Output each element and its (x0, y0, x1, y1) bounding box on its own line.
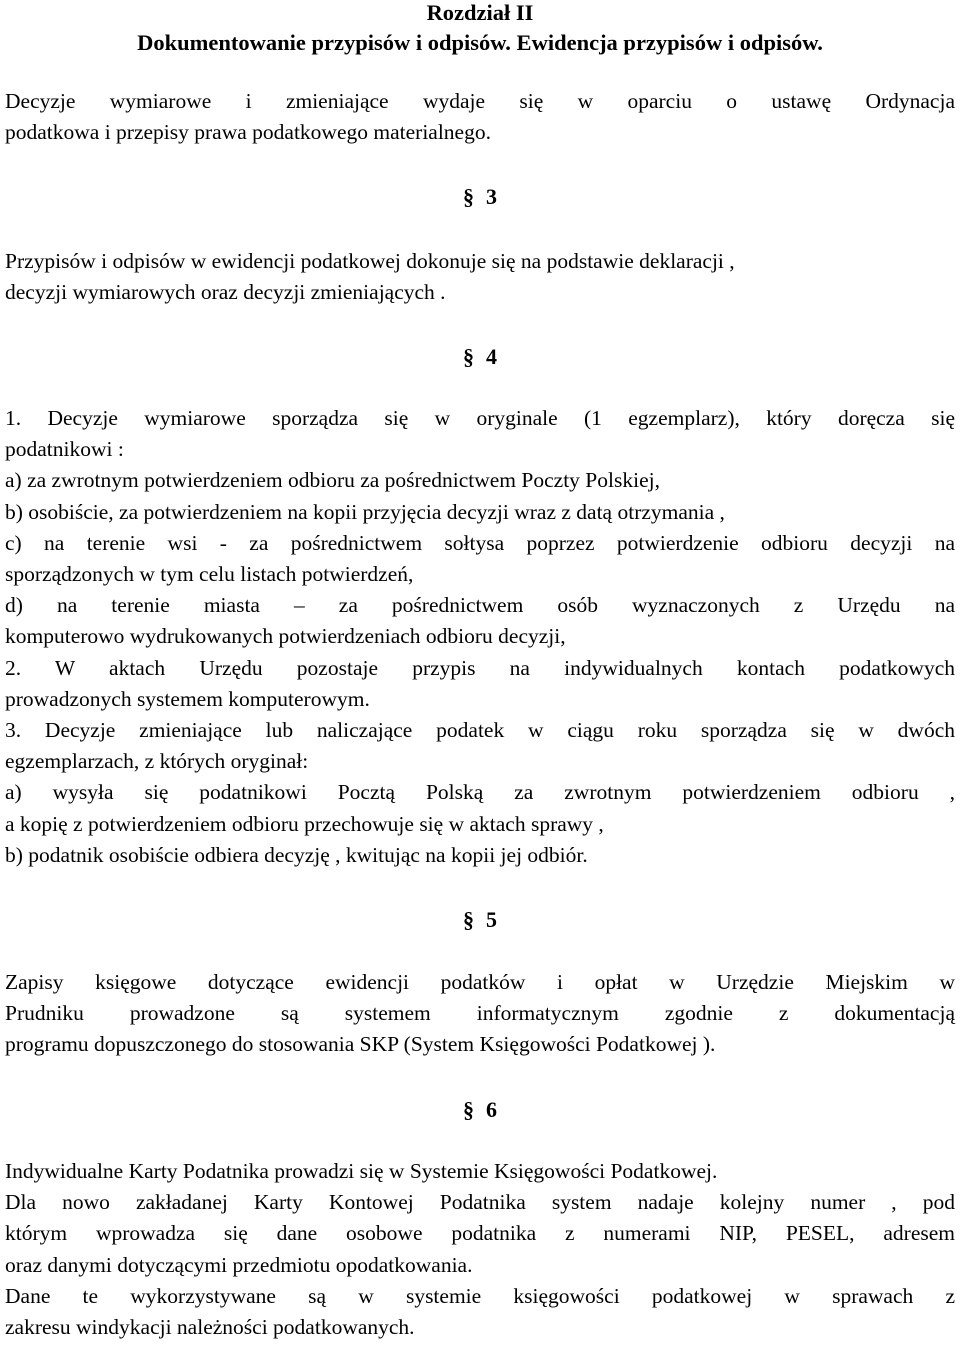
s4-line-6: sporządzonych w tym celu listach potwierdzeń, (5, 562, 414, 587)
s6-line-1: Indywidualne Karty Podatnika prowadzi się w Systemie Księgowości Podatkowej. (5, 1159, 718, 1183)
s3-line-2: decyzji wymiarowych oraz decyzji zmieniających . (5, 280, 446, 305)
section-number: 5 (486, 907, 497, 932)
intro-paragraph (5, 86, 955, 148)
s4-line-7: d) na terenie miasta – za pośrednictwem osób wyznaczonych z Urzędu na (5, 593, 955, 618)
s6-line-5: Dane te wykorzystywane są w systemie księgowości podatkowej w sprawach z (5, 1283, 955, 1308)
s4-line-10: prowadzonych systemem komputerowym. (5, 686, 370, 711)
chapter-title-text: Dokumentowanie przypisów i odpisów. Ewidencja przypisów i odpisów. (137, 30, 823, 55)
section-6-heading (5, 1094, 955, 1125)
s4-line-14: a kopię z potwierdzeniem odbioru przechowuje się w aktach sprawy , (5, 811, 604, 836)
chapter-heading (5, 0, 955, 28)
s6-line-2: Dla nowo zakładanej Karty Kontowej Podatnika system nadaje kolejny numer , pod (5, 1190, 955, 1215)
s4-line-9: 2. W aktach Urzędu pozostaje przypis na indywidualnych kontach podatkowych (5, 655, 955, 680)
section-number: 6 (486, 1097, 497, 1122)
section-4-body (5, 403, 955, 871)
s5-line-1: Zapisy księgowe dotyczące ewidencji podatków i opłat w Urzędzie Miejskim w (5, 970, 955, 994)
section-3-body (5, 246, 955, 308)
s4-line-11: 3. Decyzje zmieniające lub naliczające podatek w ciągu roku sporządza się w dwóch (5, 718, 955, 743)
s4-line-3: a) za zwrotnym potwierdzeniem odbioru za pośrednictwem Poczty Polskiej, (5, 468, 660, 493)
section-5-heading (5, 904, 955, 935)
s4-line-1: 1. Decyzje wymiarowe sporządza się w oryginale (1 egzemplarz), który doręcza się (5, 406, 955, 430)
section-4-heading (5, 341, 955, 372)
s4-line-4: b) osobiście, za potwierdzeniem na kopii przyjęcia decyzji wraz z datą otrzymania , (5, 499, 725, 524)
section-number: 3 (486, 184, 497, 209)
s4-line-2: podatnikowi : (5, 437, 124, 462)
s5-line-3: programu dopuszczonego do stosowania SKP (System Księgowości Podatkowej ). (5, 1032, 716, 1057)
s3-line-1: Przypisów i odpisów w ewidencji podatkowej dokonuje się na podstawie deklaracji , (5, 249, 735, 273)
section-number: 4 (486, 344, 497, 369)
s6-line-3: którym wprowadza się dane osobowe podatnika z numerami NIP, PESEL, adresem (5, 1221, 955, 1246)
paragraph-sign-icon: § (463, 184, 474, 209)
s6-line-4: oraz danymi dotyczącymi przedmiotu opodatkowania. (5, 1252, 473, 1277)
s4-line-12: egzemplarzach, z których oryginał: (5, 749, 309, 774)
s4-line-15: b) podatnik osobiście odbiera decyzję , kwitując na kopii jej odbiór. (5, 842, 588, 867)
s6-line-6: zakresu windykacji należności podatkowanych. (5, 1315, 415, 1340)
intro-line-1: Decyzje wymiarowe i zmieniające wydaje się w oparciu o ustawę Ordynacja (5, 89, 955, 113)
paragraph-sign-icon: § (463, 1097, 474, 1122)
s5-line-2: Prudniku prowadzone są systemem informatycznym zgodnie z dokumentacją (5, 1001, 955, 1026)
chapter-title (5, 28, 955, 58)
s4-line-5: c) na terenie wsi - za pośrednictwem sołtysa poprzez potwierdzenie odbioru decyzji na (5, 530, 955, 555)
s4-line-13: a) wysyła się podatnikowi Pocztą Polską za zwrotnym potwierdzeniem odbioru , (5, 780, 955, 805)
paragraph-sign-icon: § (463, 344, 474, 369)
intro-line-2: podatkowa i przepisy prawa podatkowego materialnego. (5, 120, 491, 145)
paragraph-sign-icon: § (463, 907, 474, 932)
s4-line-8: komputerowo wydrukowanych potwierdzeniach odbioru decyzji, (5, 624, 566, 649)
section-3-heading (5, 181, 955, 212)
section-5-body (5, 967, 955, 1061)
section-6-body (5, 1156, 955, 1343)
chapter-number: Rozdział II (426, 0, 534, 25)
